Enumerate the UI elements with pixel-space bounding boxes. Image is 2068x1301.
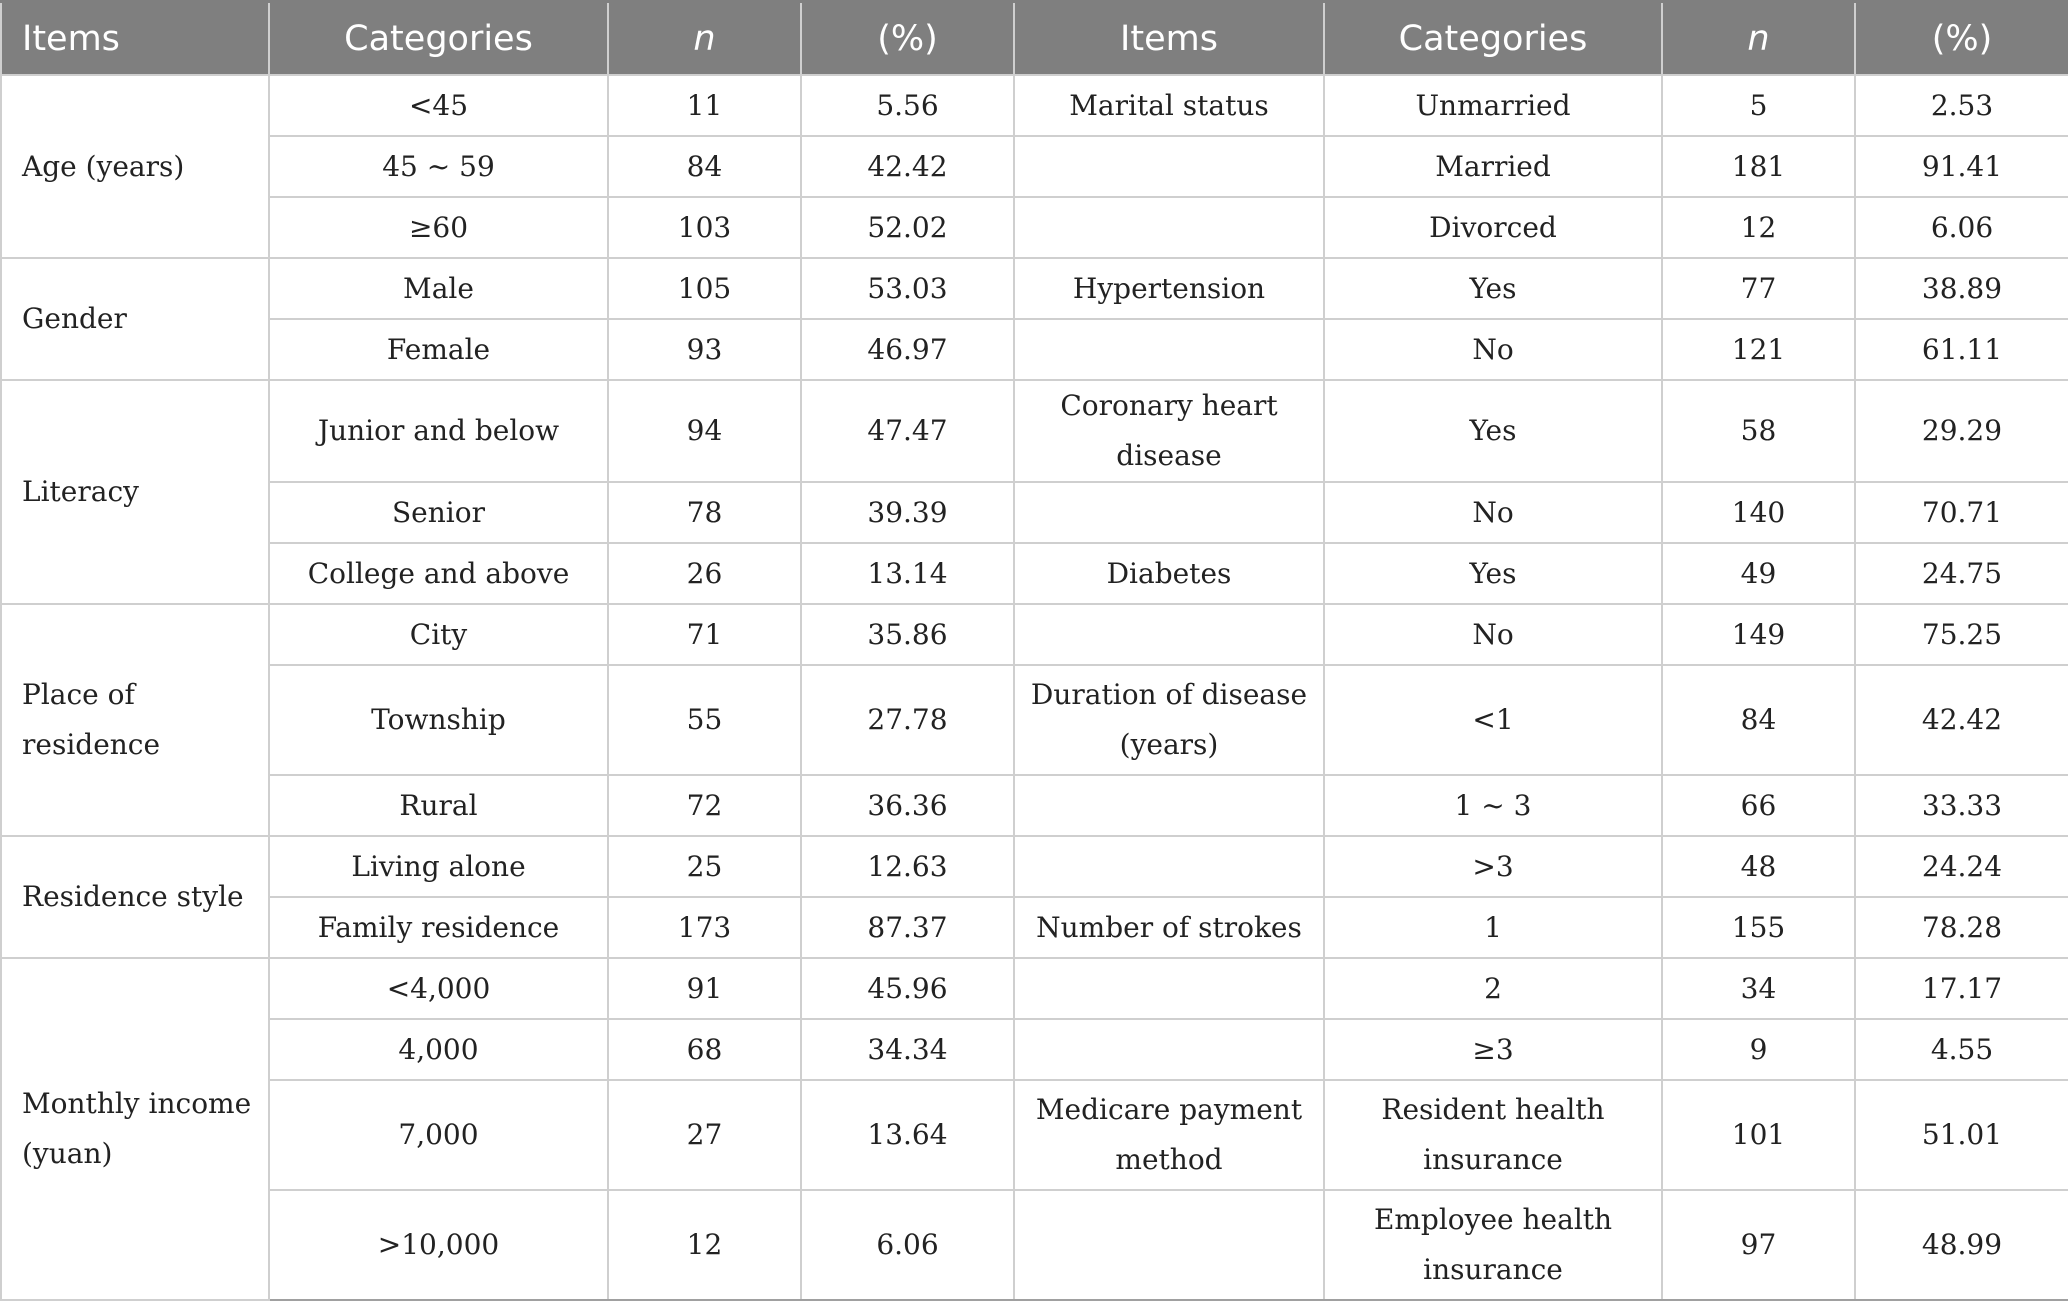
item-cell-right: [1014, 775, 1324, 836]
percent-cell: 27.78: [801, 665, 1014, 775]
item-cell-right: [1014, 836, 1324, 897]
n-cell-right: 84: [1662, 665, 1855, 775]
item-cell-right: [1014, 1019, 1324, 1080]
item-cell-right: [1014, 136, 1324, 197]
percent-cell: 47.47: [801, 380, 1014, 482]
percent-cell: 42.42: [801, 136, 1014, 197]
n-cell: 55: [608, 665, 801, 775]
percent-cell-right: 42.42: [1855, 665, 2068, 775]
category-cell-right: Resident health insurance: [1324, 1080, 1662, 1190]
n-cell-right: 97: [1662, 1190, 1855, 1300]
percent-cell: 46.97: [801, 319, 1014, 380]
percent-cell-right: 38.89: [1855, 258, 2068, 319]
n-cell-right: 140: [1662, 482, 1855, 543]
n-cell-right: 49: [1662, 543, 1855, 604]
item-cell-right: Duration of disease (years): [1014, 665, 1324, 775]
header-n: n: [608, 2, 801, 76]
n-cell: 27: [608, 1080, 801, 1190]
header-items-right: Items: [1014, 2, 1324, 76]
item-cell-right: Coronary heart disease: [1014, 380, 1324, 482]
n-cell: 71: [608, 604, 801, 665]
category-cell: ≥60: [269, 197, 608, 258]
n-cell-right: 5: [1662, 75, 1855, 136]
table-row: [1, 136, 2068, 197]
category-cell-right: Married: [1324, 136, 1662, 197]
n-cell: 103: [608, 197, 801, 258]
category-cell-right: >3: [1324, 836, 1662, 897]
n-cell: 78: [608, 482, 801, 543]
table-row: [1, 775, 2068, 836]
table-row: [1, 1019, 2068, 1080]
n-cell-right: 48: [1662, 836, 1855, 897]
header-n-right: n: [1662, 2, 1855, 76]
percent-cell: 52.02: [801, 197, 1014, 258]
category-cell: Rural: [269, 775, 608, 836]
item-cell: Literacy: [1, 380, 269, 604]
header-categories: Categories: [269, 2, 608, 76]
item-cell: Place of residence: [1, 604, 269, 836]
item-cell-right: [1014, 958, 1324, 1019]
table-row: [1, 319, 2068, 380]
percent-cell-right: 70.71: [1855, 482, 2068, 543]
percent-cell-right: 75.25: [1855, 604, 2068, 665]
item-cell-right: Diabetes: [1014, 543, 1324, 604]
percent-cell: 53.03: [801, 258, 1014, 319]
category-cell: >10,000: [269, 1190, 608, 1300]
percent-cell: 5.56: [801, 75, 1014, 136]
category-cell: College and above: [269, 543, 608, 604]
n-cell-right: 121: [1662, 319, 1855, 380]
category-cell-right: No: [1324, 319, 1662, 380]
percent-cell-right: 24.24: [1855, 836, 2068, 897]
n-cell: 94: [608, 380, 801, 482]
n-cell: 72: [608, 775, 801, 836]
category-cell: 45 ~ 59: [269, 136, 608, 197]
table-row: [1, 897, 2068, 958]
percent-cell: 39.39: [801, 482, 1014, 543]
category-cell-right: No: [1324, 482, 1662, 543]
percent-cell-right: 91.41: [1855, 136, 2068, 197]
category-cell-right: No: [1324, 604, 1662, 665]
percent-cell: 35.86: [801, 604, 1014, 665]
percent-cell-right: 6.06: [1855, 197, 2068, 258]
table-row: [1, 836, 2068, 897]
category-cell-right: Yes: [1324, 380, 1662, 482]
header-percent: (%): [801, 2, 1014, 76]
n-cell-right: 181: [1662, 136, 1855, 197]
header-items: Items: [1, 2, 269, 76]
n-cell: 11: [608, 75, 801, 136]
category-cell: 7,000: [269, 1080, 608, 1190]
n-cell: 68: [608, 1019, 801, 1080]
n-cell: 91: [608, 958, 801, 1019]
category-cell-right: Unmarried: [1324, 75, 1662, 136]
n-cell: 173: [608, 897, 801, 958]
table-row: [1, 665, 2068, 775]
item-cell-right: [1014, 197, 1324, 258]
category-cell: Family residence: [269, 897, 608, 958]
n-cell-right: 34: [1662, 958, 1855, 1019]
n-cell: 93: [608, 319, 801, 380]
n-cell-right: 58: [1662, 380, 1855, 482]
category-cell: Senior: [269, 482, 608, 543]
percent-cell: 12.63: [801, 836, 1014, 897]
item-cell-right: Marital status: [1014, 75, 1324, 136]
percent-cell: 34.34: [801, 1019, 1014, 1080]
n-cell: 26: [608, 543, 801, 604]
category-cell: Female: [269, 319, 608, 380]
category-cell-right: 2: [1324, 958, 1662, 1019]
item-cell: Monthly income (yuan): [1, 958, 269, 1300]
percent-cell-right: 48.99: [1855, 1190, 2068, 1300]
n-cell: 25: [608, 836, 801, 897]
percent-cell: 36.36: [801, 775, 1014, 836]
category-cell: Junior and below: [269, 380, 608, 482]
table-row: [1, 380, 2068, 482]
category-cell: <45: [269, 75, 608, 136]
table-row: [1, 958, 2068, 1019]
percent-cell-right: 33.33: [1855, 775, 2068, 836]
category-cell-right: ≥3: [1324, 1019, 1662, 1080]
item-cell-right: [1014, 319, 1324, 380]
percent-cell-right: 4.55: [1855, 1019, 2068, 1080]
n-cell-right: 66: [1662, 775, 1855, 836]
item-cell: Gender: [1, 258, 269, 380]
n-cell: 105: [608, 258, 801, 319]
percent-cell-right: 61.11: [1855, 319, 2068, 380]
category-cell-right: Employee health insurance: [1324, 1190, 1662, 1300]
header-row: [1, 2, 2068, 76]
item-cell-right: Hypertension: [1014, 258, 1324, 319]
percent-cell-right: 2.53: [1855, 75, 2068, 136]
percent-cell-right: 78.28: [1855, 897, 2068, 958]
percent-cell: 13.64: [801, 1080, 1014, 1190]
item-cell-right: [1014, 482, 1324, 543]
item-cell: Residence style: [1, 836, 269, 958]
table-row: [1, 197, 2068, 258]
percent-cell-right: 24.75: [1855, 543, 2068, 604]
category-cell: City: [269, 604, 608, 665]
category-cell: Township: [269, 665, 608, 775]
n-cell: 12: [608, 1190, 801, 1300]
table-row: [1, 1080, 2068, 1190]
category-cell-right: Yes: [1324, 258, 1662, 319]
category-cell: Living alone: [269, 836, 608, 897]
category-cell-right: Divorced: [1324, 197, 1662, 258]
table-row: [1, 75, 2068, 136]
item-cell-right: [1014, 604, 1324, 665]
category-cell-right: <1: [1324, 665, 1662, 775]
category-cell-right: 1 ~ 3: [1324, 775, 1662, 836]
table-body: [1, 75, 2068, 1300]
table-row: [1, 258, 2068, 319]
percent-cell-right: 17.17: [1855, 958, 2068, 1019]
n-cell-right: 77: [1662, 258, 1855, 319]
category-cell-right: 1: [1324, 897, 1662, 958]
item-cell: Age (years): [1, 75, 269, 258]
table-row: [1, 543, 2068, 604]
percent-cell: 87.37: [801, 897, 1014, 958]
table-row: [1, 482, 2068, 543]
percent-cell: 45.96: [801, 958, 1014, 1019]
category-cell-right: Yes: [1324, 543, 1662, 604]
percent-cell-right: 51.01: [1855, 1080, 2068, 1190]
percent-cell: 6.06: [801, 1190, 1014, 1300]
table-row: [1, 604, 2068, 665]
item-cell-right: Number of strokes: [1014, 897, 1324, 958]
category-cell: 4,000: [269, 1019, 608, 1080]
n-cell-right: 149: [1662, 604, 1855, 665]
item-cell-right: [1014, 1190, 1324, 1300]
n-cell: 84: [608, 136, 801, 197]
header-percent-right: (%): [1855, 2, 2068, 76]
category-cell: <4,000: [269, 958, 608, 1019]
n-cell-right: 101: [1662, 1080, 1855, 1190]
table-row: [1, 1190, 2068, 1300]
category-cell: Male: [269, 258, 608, 319]
n-cell-right: 155: [1662, 897, 1855, 958]
percent-cell-right: 29.29: [1855, 380, 2068, 482]
n-cell-right: 12: [1662, 197, 1855, 258]
header-categories-right: Categories: [1324, 2, 1662, 76]
n-cell-right: 9: [1662, 1019, 1855, 1080]
item-cell-right: Medicare payment method: [1014, 1080, 1324, 1190]
percent-cell: 13.14: [801, 543, 1014, 604]
